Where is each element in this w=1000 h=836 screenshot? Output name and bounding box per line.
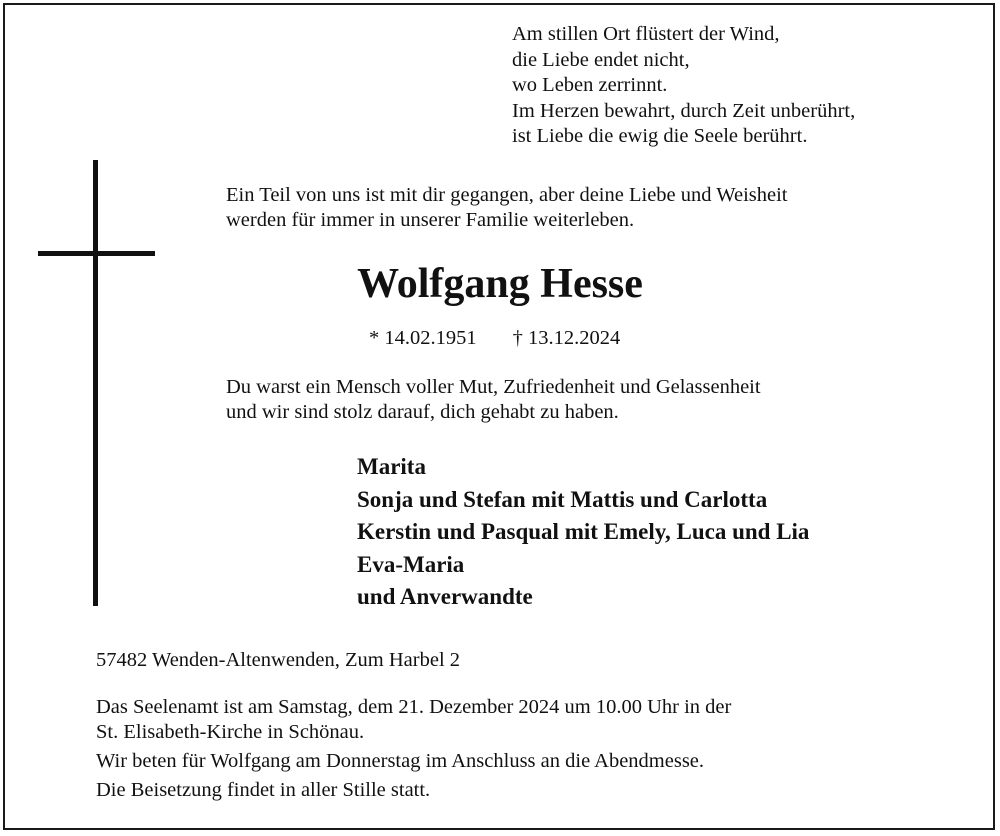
family-member: Eva-Maria	[357, 551, 465, 577]
intro-line: werden für immer in unserer Familie weiterleben.	[226, 209, 635, 231]
birth-date: * 14.02.1951	[369, 327, 477, 349]
tribute-line: Du warst ein Mensch voller Mut, Zufriedenheit und Gelassenheit	[226, 376, 761, 398]
burial-line: Die Beisetzung findet in aller Stille statt.	[96, 779, 431, 801]
poem	[512, 22, 855, 150]
deceased-name: Wolfgang Hesse	[357, 261, 643, 307]
service-line: Das Seelenamt ist am Samstag, dem 21. Dezember 2024 um 10.00 Uhr in der	[96, 696, 732, 718]
prayer-line: Wir beten für Wolfgang am Donnerstag im Anschluss an die Abendmesse.	[96, 750, 705, 772]
family-member: Sonja und Stefan mit Mattis und Carlotta	[357, 486, 768, 512]
tribute-text	[226, 375, 761, 425]
poem-line: Im Herzen bewahrt, durch Zeit unberührt,	[512, 99, 856, 122]
death-date: † 13.12.2024	[512, 327, 621, 349]
family-member: und Anverwandte	[357, 584, 533, 609]
poem-line: die Liebe endet nicht,	[512, 48, 690, 71]
life-dates	[369, 325, 620, 351]
family-list	[357, 451, 809, 614]
intro-line: Ein Teil von uns ist mit dir gegangen, aber deine Liebe und Weisheit	[226, 184, 788, 206]
family-member: Kerstin und Pasqual mit Emely, Luca und Lia	[357, 519, 810, 544]
poem-line: wo Leben zerrinnt.	[512, 74, 668, 96]
cross-horizontal-bar	[38, 251, 155, 256]
intro-text	[226, 183, 788, 233]
poem-line: Am stillen Ort flüstert der Wind,	[512, 23, 780, 45]
service-line: St. Elisabeth-Kirche in Schönau.	[96, 721, 365, 743]
tribute-line: und wir sind stolz darauf, dich gehabt zu haben.	[226, 401, 619, 423]
family-member: Marita	[357, 454, 426, 479]
service-info	[96, 695, 731, 803]
poem-line: ist Liebe die ewig die Seele berührt.	[512, 125, 808, 147]
cross-vertical-bar	[93, 160, 98, 606]
address: 57482 Wenden-Altenwenden, Zum Harbel 2	[96, 649, 461, 671]
